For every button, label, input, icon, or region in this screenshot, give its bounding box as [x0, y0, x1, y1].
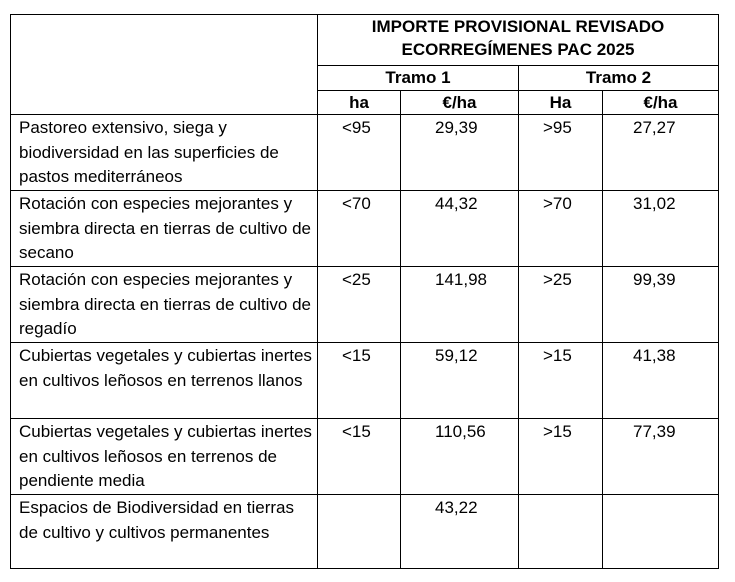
tramo-1-amount: 29,39: [401, 115, 519, 191]
tramo-1-amount: 110,56: [401, 419, 519, 495]
tramo-2-range: >70: [519, 191, 603, 267]
tramo-2-amount: 77,39: [603, 419, 719, 495]
row-description: Pastoreo extensivo, siega y biodiversidad en las superficies de pastos mediterráneos: [11, 115, 318, 191]
tramo-1-range: <25: [318, 267, 401, 343]
row-description: Cubiertas vegetales y cubiertas inertes en cultivos leñosos en terrenos llanos: [11, 343, 318, 419]
tramo-2-amount: 31,02: [603, 191, 719, 267]
tramo-1-range: <15: [318, 419, 401, 495]
unit-header-t2-ha: Ha: [519, 91, 603, 115]
table-row: [11, 191, 719, 267]
tramo-2-range: >25: [519, 267, 603, 343]
unit-header-t1-eur: €/ha: [401, 91, 519, 115]
header-title-row: [11, 15, 719, 66]
tramo-1-amount: 44,32: [401, 191, 519, 267]
tramo-1-amount: 59,12: [401, 343, 519, 419]
tramo-1-range: <15: [318, 343, 401, 419]
tramo-1-range: [318, 495, 401, 569]
row-description: Rotación con especies mejorantes y siembra directa en tierras de cultivo de secano: [11, 191, 318, 267]
unit-header-t2-eur: €/ha: [603, 91, 719, 115]
row-description: Rotación con especies mejorantes y siembra directa en tierras de cultivo de regadío: [11, 267, 318, 343]
tramo-1-range: <95: [318, 115, 401, 191]
tramo-1-amount: 43,22: [401, 495, 519, 569]
table-row: [11, 419, 719, 495]
tramo-2-amount: 99,39: [603, 267, 719, 343]
tramo-1-range: <70: [318, 191, 401, 267]
tramo-2-range: [519, 495, 603, 569]
tramo-2-amount: [603, 495, 719, 569]
tramo-2-range: >15: [519, 419, 603, 495]
tramo-2-amount: 27,27: [603, 115, 719, 191]
tramo-2-range: >15: [519, 343, 603, 419]
row-description: Cubiertas vegetales y cubiertas inertes en cultivos leñosos en terrenos de pendiente media: [11, 419, 318, 495]
unit-header-t1-ha: ha: [318, 91, 401, 115]
tramo-2-amount: 41,38: [603, 343, 719, 419]
tramo-1-amount: 141,98: [401, 267, 519, 343]
table-row: [11, 343, 719, 419]
header-blank-cell: [11, 15, 318, 115]
row-description: Espacios de Biodiversidad en tierras de cultivo y cultivos permanentes: [11, 495, 318, 569]
tramo-2-header: Tramo 2: [519, 66, 719, 91]
tramo-1-header: Tramo 1: [318, 66, 519, 91]
table-row: [11, 267, 719, 343]
table-row: [11, 115, 719, 191]
table-title: IMPORTE PROVISIONAL REVISADO ECORREGÍMENES PAC 2025: [318, 15, 719, 66]
table-row: [11, 495, 719, 569]
ecoregimes-table: [10, 14, 719, 569]
tramo-2-range: >95: [519, 115, 603, 191]
